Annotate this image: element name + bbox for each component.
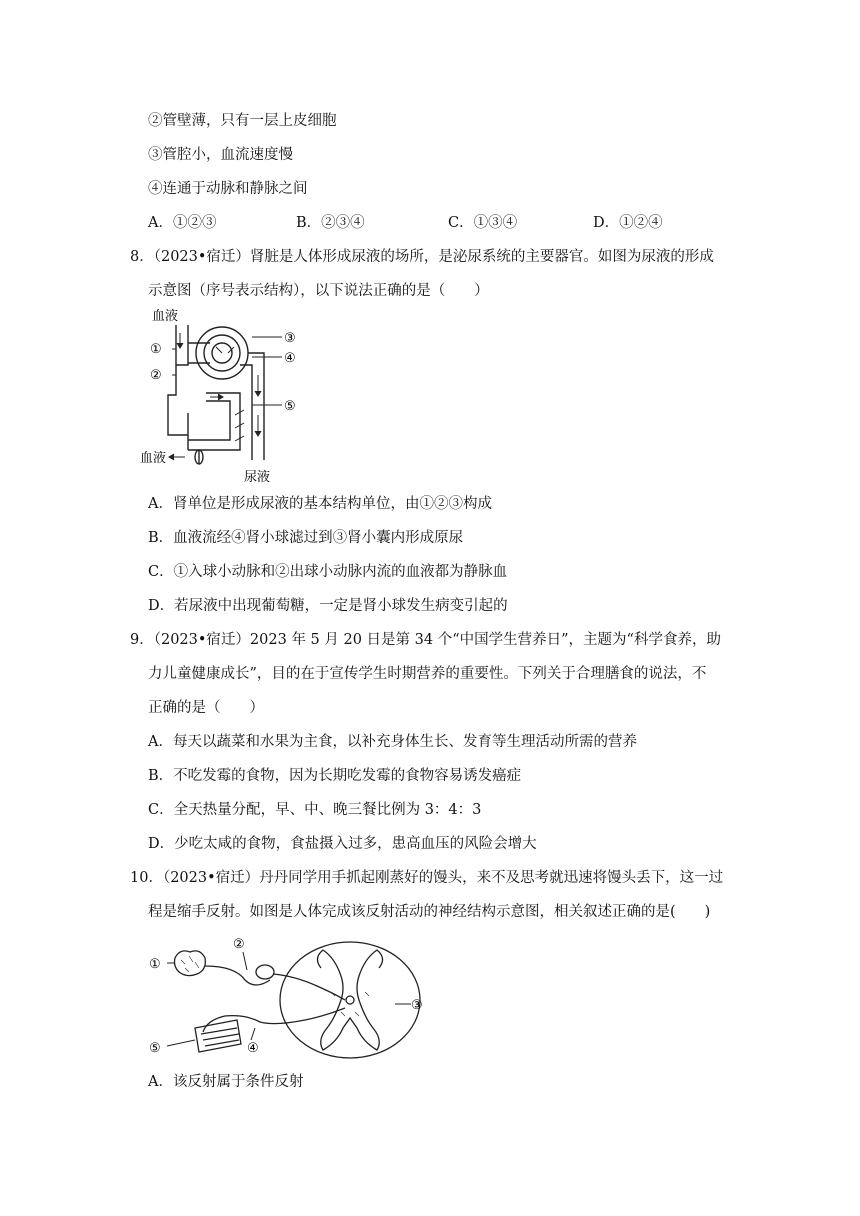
reflex-arc-diagram: [145, 928, 435, 1063]
q9-option-a: A．每天以蔬菜和水果为主食，以补充身体生长、发育等生理活动所需的营养: [148, 734, 637, 750]
q7-item-2: ②管壁薄，只有一层上皮细胞: [148, 113, 337, 129]
q9-option-c: C．全天热量分配，早、中、晚三餐比例为 3：4：3: [148, 802, 482, 818]
q8-option-a: A．肾单位是形成尿液的基本结构单位，由①②③构成: [148, 496, 492, 512]
q10-stem-line-1: 10．（2023•宿迁）丹丹同学用手抓起刚蒸好的馒头，来不及思考就迅速将馒头丢下，这一过: [130, 870, 724, 886]
label-4: ④: [284, 351, 296, 366]
reflex-label-1: ①: [149, 957, 161, 972]
reflex-label-4: ④: [247, 1041, 259, 1056]
q8-stem-line-2: 示意图（序号表示结构），以下说法正确的是（ ）: [148, 283, 489, 299]
q9-stem-line-3: 正确的是（ ）: [148, 700, 264, 716]
q8-stem-line-1: 8．（2023•宿迁）肾脏是人体形成尿液的场所，是泌尿系统的主要器官。如图为尿液的形成: [130, 249, 714, 265]
reflex-label-2: ②: [233, 937, 245, 952]
q9-stem-line-2: 力儿童健康成长”，目的在于宣传学生时期营养的重要性。下列关于合理膳食的说法，不: [148, 666, 707, 682]
q8-option-c: C．①入球小动脉和②出球小动脉内流的血液都为静脉血: [148, 564, 508, 580]
q10-option-a: A．该反射属于条件反射: [148, 1074, 304, 1090]
q9-stem-line-1: 9．（2023•宿迁）2023 年 5 月 20 日是第 34 个“中国学生营养日”，主题为“科学食养，助: [130, 632, 721, 648]
q9-option-d: D．少吃太咸的食物，食盐摄入过多，患高血压的风险会增大: [148, 836, 537, 852]
q8-option-b: B．血液流经④肾小球滤过到③肾小囊内形成原尿: [148, 530, 464, 546]
q7-option-a: A．①②③: [148, 215, 217, 231]
q7-item-4: ④连通于动脉和静脉之间: [148, 181, 308, 197]
q7-option-c: C．①③④: [448, 215, 518, 231]
label-3: ③: [284, 331, 296, 346]
q8-option-d: D．若尿液中出现葡萄糖，一定是肾小球发生病变引起的: [148, 598, 508, 614]
reflex-label-3: ③: [411, 998, 423, 1013]
blood-in-label: 血液: [152, 308, 179, 323]
q10-stem-line-2: 程是缩手反射。如图是人体完成该反射活动的神经结构示意图，相关叙述正确的是( ): [148, 904, 711, 920]
reflex-label-5: ⑤: [149, 1041, 161, 1056]
q9-option-b: B．不吃发霉的食物，因为长期吃发霉的食物容易诱发癌症: [148, 768, 522, 784]
q7-option-b: B．②③④: [296, 215, 365, 231]
label-1: ①: [150, 342, 162, 357]
blood-out-label: 血液: [140, 450, 167, 465]
label-2: ②: [150, 368, 162, 383]
label-5: ⑤: [284, 399, 296, 414]
urine-label: 尿液: [244, 469, 271, 484]
q7-item-3: ③管腔小，血流速度慢: [148, 147, 293, 163]
nephron-diagram: [140, 305, 320, 485]
q7-option-d: D．①②④: [593, 215, 663, 231]
